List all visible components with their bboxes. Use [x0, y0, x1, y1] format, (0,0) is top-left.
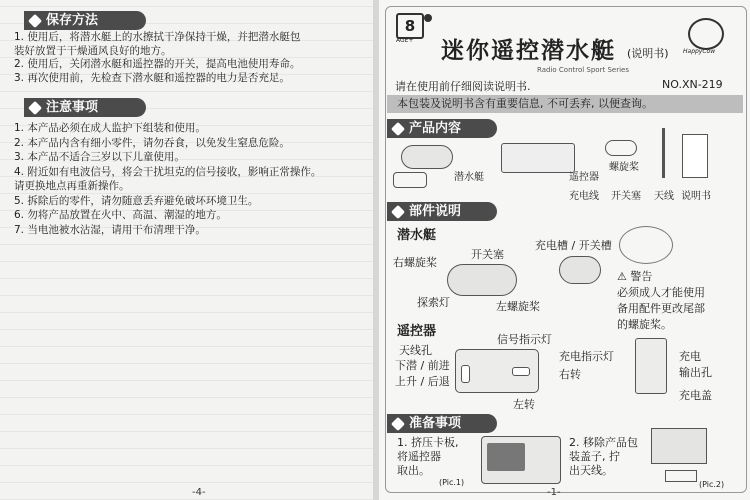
charger-image — [393, 172, 427, 188]
warning-line: 必须成人才能使用 — [617, 286, 705, 299]
storage-list — [14, 31, 369, 85]
sub-label-right-propeller: 右螺旋桨 — [393, 256, 437, 269]
antenna-image — [662, 128, 665, 178]
title-suffix: (说明书) — [627, 47, 669, 60]
warning-block — [617, 268, 705, 332]
remote-label-charge-light: 充电指示灯 — [559, 350, 614, 363]
warning-bar: 本包装及说明书含有重要信息, 不可丢弃, 以便查询。 — [387, 95, 743, 113]
model-number: NO.XN-219 — [662, 78, 723, 91]
remote-label-rise-backward: 上升 / 后退 — [395, 375, 450, 388]
warning-line: 的螺旋桨。 — [617, 318, 672, 331]
remote-label-turn-left: 左转 — [513, 398, 535, 411]
age-badge: 8 — [396, 13, 424, 39]
right-page-number: -1- — [547, 487, 561, 498]
notes-item: 4. 附近如有电波信号，将会干扰坦克的信号接收，影响正常操作。 — [14, 165, 322, 178]
contents-label-antenna: 天线 — [654, 191, 674, 202]
remote-title: 遥控器 — [397, 324, 437, 339]
left-page-number: -4- — [192, 487, 206, 498]
prep-header: 准备事项 — [387, 414, 497, 433]
notes-item: 6. 勿将产品放置在火中、高温、潮湿的地方。 — [14, 209, 227, 221]
steering-stick-icon — [512, 367, 530, 376]
product-title: 迷你遥控潜水艇 — [441, 38, 616, 64]
left-page — [0, 0, 373, 500]
parts-header: 部件说明 — [387, 202, 497, 221]
storage-item: 1. 使用后，将潜水艇上的水擦拭干净保持干燥，并把潜水艇包 — [14, 31, 301, 43]
remote-side-diagram — [635, 338, 667, 394]
right-page — [379, 0, 750, 500]
storage-item: 装好放置于干燥通风良好的地方。 — [14, 44, 172, 57]
notes-item: 7. 当电池被水沾湿，请用干布清理干净。 — [14, 223, 206, 236]
remote-label-signal-light: 信号指示灯 — [497, 333, 552, 346]
prep-step-1: 1. 挤压卡板, 将遥控器 取出。 — [397, 436, 459, 477]
pic2-lid-diagram — [665, 470, 697, 482]
remote-label-turn-right: 右转 — [559, 368, 581, 381]
pic2-box-diagram — [651, 428, 707, 464]
notes-item: 2. 本产品内含有细小零件，请勿吞食，以免发生窒息危险。 — [14, 136, 290, 149]
intro-text: 请在使用前仔细阅读说明书. — [395, 80, 531, 93]
warning-title: 警告 — [630, 270, 653, 283]
remote-label-output-hole: 输出孔 — [679, 366, 712, 379]
warning-triangle-icon: ⚠ — [617, 270, 627, 283]
contents-label-remote: 遥控器 — [569, 172, 599, 183]
notes-item: 5. 拆除后的零件，请勿随意丢弃避免破坏环境卫生。 — [14, 194, 259, 207]
brand-logo-icon — [688, 18, 724, 50]
remote-label-charge: 充电 — [679, 350, 701, 363]
sub-label-switch-plug: 开关塞 — [471, 248, 504, 261]
submarine-diagram — [447, 264, 517, 296]
zoom-circle — [619, 226, 673, 264]
age-label: AGE+ — [396, 37, 414, 44]
contents-label-switch-plug: 开关塞 — [611, 191, 641, 202]
sub-label-left-propeller: 左螺旋桨 — [496, 300, 540, 313]
contents-label-submarine: 潜水艇 — [454, 172, 484, 183]
warning-line: 备用配件更改尾部 — [617, 302, 705, 315]
submarine-image — [401, 145, 453, 169]
storage-header: 保存方法 — [24, 11, 146, 30]
contents-label-charging-cable: 充电线 — [569, 191, 599, 202]
pic1-remote-image — [487, 443, 525, 471]
remote-image — [501, 143, 575, 173]
pic1-caption: (Pic.1) — [439, 478, 465, 487]
sub-label-search-light: 探索灯 — [417, 296, 450, 309]
remote-label-charge-cover: 充电盖 — [679, 389, 712, 402]
submarine-tail-diagram — [559, 256, 601, 284]
notes-item: 1. 本产品必须在成人监护下组装和使用。 — [14, 122, 206, 134]
notes-item: 请更换地点再重新操作。 — [14, 180, 130, 192]
submarine-title: 潜水艇 — [397, 228, 437, 243]
contents-label-manual: 说明书 — [681, 191, 711, 202]
prep-step-2: 2. 移除产品包 装盖子, 拧 出天线。 — [569, 436, 638, 477]
manual-image — [682, 134, 708, 178]
sub-label-charge-slot: 充电槽 / 开关槽 — [535, 239, 612, 252]
subtitle-en: Radio Control Sport Series — [537, 66, 629, 74]
notes-header: 注意事项 — [24, 98, 146, 117]
contents-header: 产品内容 — [387, 119, 497, 138]
remote-label-antenna-hole: 天线孔 — [399, 344, 432, 357]
throttle-stick-icon — [461, 365, 470, 383]
propeller-image — [605, 140, 637, 156]
pic2-caption: (Pic.2) — [699, 480, 725, 489]
storage-item: 2. 使用后，关闭潜水艇和遥控器的开关，提高电池使用寿命。 — [14, 58, 301, 70]
remote-label-dive-forward: 下潜 / 前进 — [395, 359, 450, 372]
storage-item: 3. 再次使用前，先检查下潜水艇和遥控器的电力是否充足。 — [14, 71, 290, 84]
brand-name: HappyCow — [683, 48, 716, 55]
contents-label-propeller: 螺旋桨 — [609, 162, 639, 173]
notes-item: 3. 本产品不适合三岁以下儿童使用。 — [14, 151, 185, 163]
age-dot-icon — [424, 14, 432, 22]
notes-list — [14, 121, 369, 237]
